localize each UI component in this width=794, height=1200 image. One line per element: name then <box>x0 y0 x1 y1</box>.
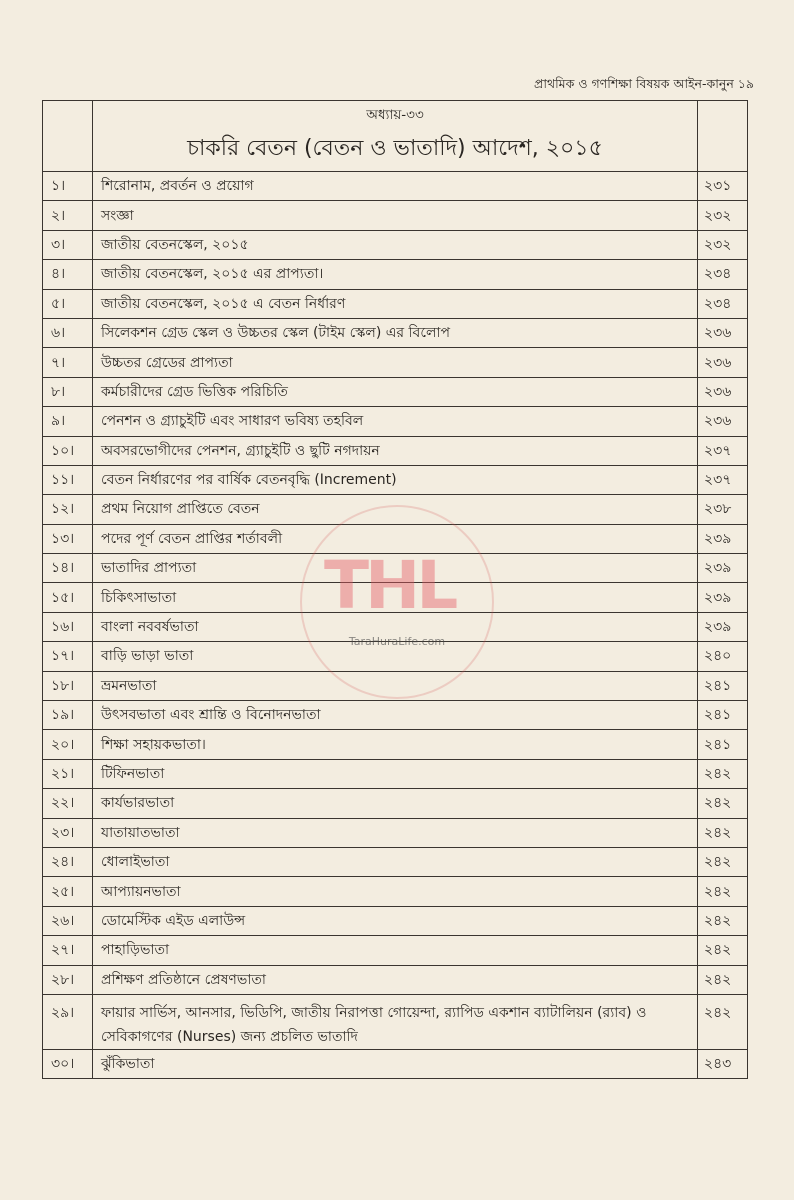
table-row <box>43 847 748 876</box>
section-number: ১৫। <box>43 583 93 612</box>
page-number: ২৪২ <box>698 965 748 994</box>
page-number: ২৩৭ <box>698 465 748 494</box>
section-title: আপ্যায়নভাতা <box>93 877 698 906</box>
table-row <box>43 965 748 994</box>
section-title: চিকিৎসাভাতা <box>93 583 698 612</box>
page-number: ২৪২ <box>698 847 748 876</box>
section-title: বাংলা নববর্ষভাতা <box>93 612 698 641</box>
section-number: ৫। <box>43 289 93 318</box>
table-row <box>43 318 748 347</box>
page-number: ২৪২ <box>698 936 748 965</box>
section-number: ২৮। <box>43 965 93 994</box>
section-number: ১২। <box>43 495 93 524</box>
page-number: ২৪২ <box>698 994 748 1049</box>
section-number: ২০। <box>43 730 93 759</box>
page-number: ২৪১ <box>698 671 748 700</box>
section-number: ১৯। <box>43 701 93 730</box>
section-title: সংজ্ঞা <box>93 201 698 230</box>
section-title: কার্যভারভাতা <box>93 789 698 818</box>
section-number: ১৩। <box>43 524 93 553</box>
page-number: ২৩২ <box>698 201 748 230</box>
watermark-url: TaraHuraLife.com <box>348 635 446 648</box>
page-number: ২৪৩ <box>698 1049 748 1078</box>
section-title: বাড়ি ভাড়া ভাতা <box>93 642 698 671</box>
table-row <box>43 730 748 759</box>
section-title: যাতায়াতভাতা <box>93 818 698 847</box>
table-row <box>43 701 748 730</box>
section-title: ধোলাইভাতা <box>93 847 698 876</box>
section-title: কর্মচারীদের গ্রেড ভিত্তিক পরিচিতি <box>93 377 698 406</box>
page-number: ২৩৯ <box>698 524 748 553</box>
page-number: ২৩৬ <box>698 348 748 377</box>
page-number: ২৪২ <box>698 759 748 788</box>
section-title: উচ্চতর গ্রেডের প্রাপ্যতা <box>93 348 698 377</box>
section-number: ২৩। <box>43 818 93 847</box>
section-title: উৎসবভাতা এবং শ্রান্তি ও বিনোদনভাতা <box>93 701 698 730</box>
section-title: বেতন নির্ধারণের পর বার্ষিক বেতনবৃদ্ধি (Increment) <box>93 465 698 494</box>
table-row <box>43 994 748 1049</box>
section-number: ১৪। <box>43 554 93 583</box>
section-number: ২। <box>43 201 93 230</box>
page-number: ২৪২ <box>698 789 748 818</box>
section-title: ভাতাদির প্রাপ্যতা <box>93 554 698 583</box>
page-number: ২৪১ <box>698 730 748 759</box>
watermark-logo-mark: THL <box>324 547 455 624</box>
chapter-label: অধ্যায়-৩৩ <box>366 107 424 123</box>
table-row <box>43 377 748 406</box>
table-row <box>43 230 748 259</box>
table-row <box>43 759 748 788</box>
page-number: ২৪২ <box>698 906 748 935</box>
section-number: ১৮। <box>43 671 93 700</box>
page-number: ২৩৬ <box>698 407 748 436</box>
watermark-logo <box>300 505 494 699</box>
section-title: পাহাড়িভাতা <box>93 936 698 965</box>
section-title: ভ্রমনভাতা <box>93 671 698 700</box>
section-number: ৬। <box>43 318 93 347</box>
page-number: ২৩২ <box>698 230 748 259</box>
section-title: প্রশিক্ষণ প্রতিষ্ঠানে প্রেষণভাতা <box>93 965 698 994</box>
running-head: প্রাথমিক ও গণশিক্ষা বিষয়ক আইন-কানুন ১৯ <box>534 76 754 91</box>
table-row <box>43 260 748 289</box>
page-number: ২৩৮ <box>698 495 748 524</box>
section-number: ১০। <box>43 436 93 465</box>
page-number: ২৩৬ <box>698 377 748 406</box>
chapter-header-row <box>43 101 748 172</box>
section-title: প্রথম নিয়োগ প্রাপ্তিতে বেতন <box>93 495 698 524</box>
section-title: জাতীয় বেতনস্কেল, ২০১৫ এর প্রাপ্যতা। <box>93 260 698 289</box>
section-title: ডোমেস্টিক এইড এলাউন্স <box>93 906 698 935</box>
section-title: শিক্ষা সহায়কভাতা। <box>93 730 698 759</box>
section-title: শিরোনাম, প্রবর্তন ও প্রয়োগ <box>93 172 698 201</box>
page-number: ২৩৯ <box>698 554 748 583</box>
table-row <box>43 172 748 201</box>
table-row <box>43 936 748 965</box>
table-row <box>43 407 748 436</box>
section-title: পেনশন ও গ্র্যাচুইটি এবং সাধারণ ভবিষ্য তহবিল <box>93 407 698 436</box>
table-row <box>43 201 748 230</box>
page-number: ২৪২ <box>698 877 748 906</box>
table-row <box>43 436 748 465</box>
section-number: ১৬। <box>43 612 93 641</box>
section-title: অবসরভোগীদের পেনশন, গ্র্যাচুইটি ও ছুটি নগদায়ন <box>93 436 698 465</box>
section-title: ফায়ার সার্ভিস, আনসার, ভিডিপি, জাতীয় নিরাপত্তা গোয়েন্দা, র‍্যাপিড একশান ব্যাটালিয়ন (র‍্যাব) ও সেবিকাগণের (Nurses) জন্য প্রচলিত ভাতাদি <box>93 994 698 1049</box>
chapter-title: চাকরি বেতন (বেতন ও ভাতাদি) আদেশ, ২০১৫ <box>187 136 603 161</box>
section-number: ১১। <box>43 465 93 494</box>
section-number: ৯। <box>43 407 93 436</box>
section-number: ২৭। <box>43 936 93 965</box>
section-number: ৩০। <box>43 1049 93 1078</box>
table-row <box>43 906 748 935</box>
section-number: ৩। <box>43 230 93 259</box>
page-number: ২৩৯ <box>698 612 748 641</box>
table-row <box>43 789 748 818</box>
page-number: ২৩৪ <box>698 289 748 318</box>
section-number: ২১। <box>43 759 93 788</box>
table-row <box>43 1049 748 1078</box>
page-number: ২৩৯ <box>698 583 748 612</box>
page-number: ২৪২ <box>698 818 748 847</box>
page-number: ২৩৪ <box>698 260 748 289</box>
section-title: টিফিনভাতা <box>93 759 698 788</box>
table-row <box>43 818 748 847</box>
section-number: ৭। <box>43 348 93 377</box>
page-number: ২৩১ <box>698 172 748 201</box>
page-number: ২৩৬ <box>698 318 748 347</box>
table-row <box>43 877 748 906</box>
section-title: ঝুঁকিভাতা <box>93 1049 698 1078</box>
section-number: ২৯। <box>43 994 93 1049</box>
section-number: ৮। <box>43 377 93 406</box>
section-number: ২৬। <box>43 906 93 935</box>
table-row <box>43 289 748 318</box>
section-number: ২৪। <box>43 847 93 876</box>
page-number: ২৪০ <box>698 642 748 671</box>
section-title: জাতীয় বেতনস্কেল, ২০১৫ এ বেতন নির্ধারণ <box>93 289 698 318</box>
section-number: ৪। <box>43 260 93 289</box>
section-title: জাতীয় বেতনস্কেল, ২০১৫ <box>93 230 698 259</box>
section-title: সিলেকশন গ্রেড স্কেল ও উচ্চতর স্কেল (টাইম স্কেল) এর বিলোপ <box>93 318 698 347</box>
section-title: পদের পূর্ণ বেতন প্রাপ্তির শর্তাবলী <box>93 524 698 553</box>
table-row <box>43 348 748 377</box>
section-number: ২৫। <box>43 877 93 906</box>
section-number: ২২। <box>43 789 93 818</box>
section-number: ১৭। <box>43 642 93 671</box>
page-number: ২৪১ <box>698 701 748 730</box>
table-row <box>43 465 748 494</box>
section-number: ১। <box>43 172 93 201</box>
page-number: ২৩৭ <box>698 436 748 465</box>
